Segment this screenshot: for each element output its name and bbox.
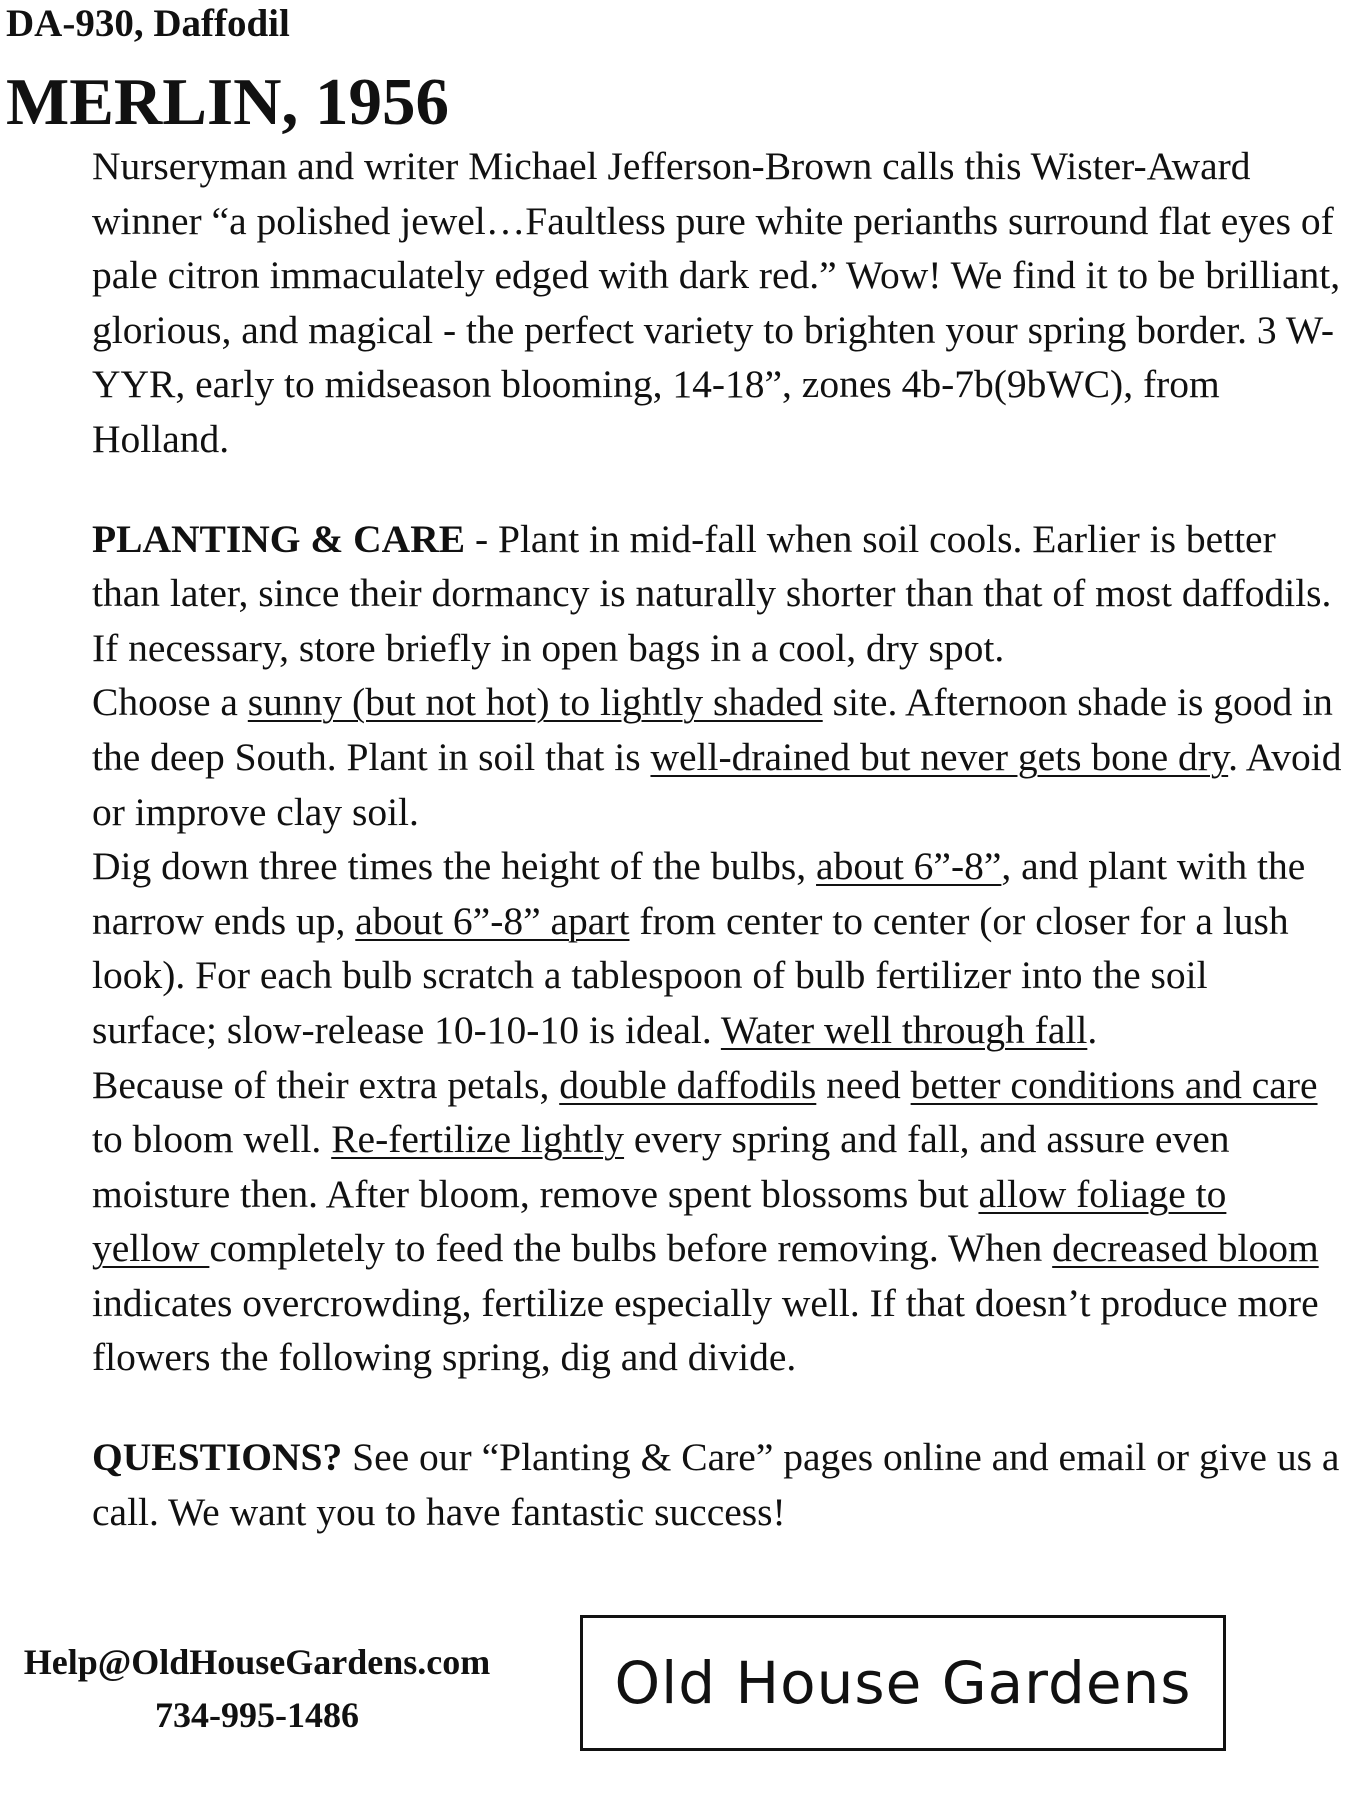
contact-phone[interactable]: 734-995-1486 — [155, 1695, 359, 1735]
underlined-phrase: double daffodils — [559, 1062, 817, 1107]
planting-paragraph-4 — [6, 1058, 1342, 1386]
intro-paragraph: Nurseryman and writer Michael Jefferson-Brown calls this Wister-Award winner “a polished jewel…Faultless pure white perianths surround flat eyes of pale citron immaculately edged with dark red.” Wow! We find it to be brilliant, glorious, and magical - the perfect variety to brighten your spring border. 3 W-YYR, early to midseason blooming, 14-18”, zones 4b-7b(9bWC), from Holland. — [92, 144, 1341, 461]
underlined-phrase: decreased bloom — [1052, 1226, 1319, 1271]
text-run: . Avoid or improve clay soil. — [92, 734, 1342, 834]
text-run: , and plant with the narrow ends up, — [92, 844, 1306, 943]
questions-paragraph — [6, 1430, 1342, 1539]
underlined-phrase: Water well through fall — [720, 1007, 1088, 1052]
text-run: . — [1087, 1007, 1098, 1052]
underlined-phrase: sunny (but not hot) to lightly shaded — [247, 680, 823, 725]
brand-logo-text: Old House Gardens — [614, 1649, 1192, 1717]
questions-heading: QUESTIONS? — [92, 1435, 343, 1480]
underlined-phrase: about 6”-8” — [816, 844, 1002, 889]
contact-email[interactable]: Help@OldHouseGardens.com — [23, 1642, 491, 1682]
underlined-phrase: allow foliage to yellow — [92, 1171, 1227, 1271]
variety-title: MERLIN, 1956 — [6, 65, 449, 139]
text-run: from center to center (or closer for a lush look). For each bulb scratch a tablespoon of bulb fertilizer into the soil surface; slow-release 10-10-10 is ideal. — [92, 898, 1289, 1052]
planting-paragraph-2 — [6, 675, 1342, 839]
text-run: Choose a — [92, 680, 248, 725]
underlined-phrase: better conditions and care — [910, 1062, 1318, 1107]
text-run: to bloom well. — [92, 1117, 332, 1162]
underlined-phrase: well-drained but never gets bone dry — [650, 734, 1229, 779]
text-run: completely to feed the bulbs before removing. When — [209, 1226, 1053, 1271]
text-run: every spring and fall, and assure even moisture then. After bloom, remove spent blossoms but — [92, 1117, 1230, 1216]
brand-logo — [580, 1615, 1226, 1751]
planting-paragraph-1 — [6, 512, 1342, 676]
questions-text: See our “Planting & Care” pages online and email or give us a call. We want you to have fantastic success! — [92, 1435, 1340, 1534]
text-run: indicates overcrowding, fertilize especially well. If that doesn’t produce more flowers the following spring, dig and divide. — [92, 1280, 1319, 1380]
planting-paragraph-3 — [6, 839, 1342, 1057]
text-run: Because of their extra petals, — [92, 1062, 560, 1107]
underlined-phrase: about 6”-8” apart — [355, 898, 630, 943]
contact-block — [10, 1636, 504, 1742]
product-code: DA-930, Daffodil — [6, 2, 290, 45]
text-run: Dig down three times the height of the bulbs, — [92, 844, 817, 889]
body-text — [6, 139, 1342, 1539]
underlined-phrase: Re-fertilize lightly — [331, 1117, 625, 1162]
text-run: need — [816, 1062, 911, 1107]
text-run: site. Afternoon shade is good in the deep South. Plant in soil that is — [92, 680, 1333, 779]
planting-heading: PLANTING & CARE — [92, 516, 466, 561]
planting-p1-text: - Plant in mid-fall when soil cools. Earlier is better than later, since their dormancy is naturally shorter than that of most daffodils. If necessary, store briefly in open bags in a cool, dry spot. — [92, 516, 1332, 670]
